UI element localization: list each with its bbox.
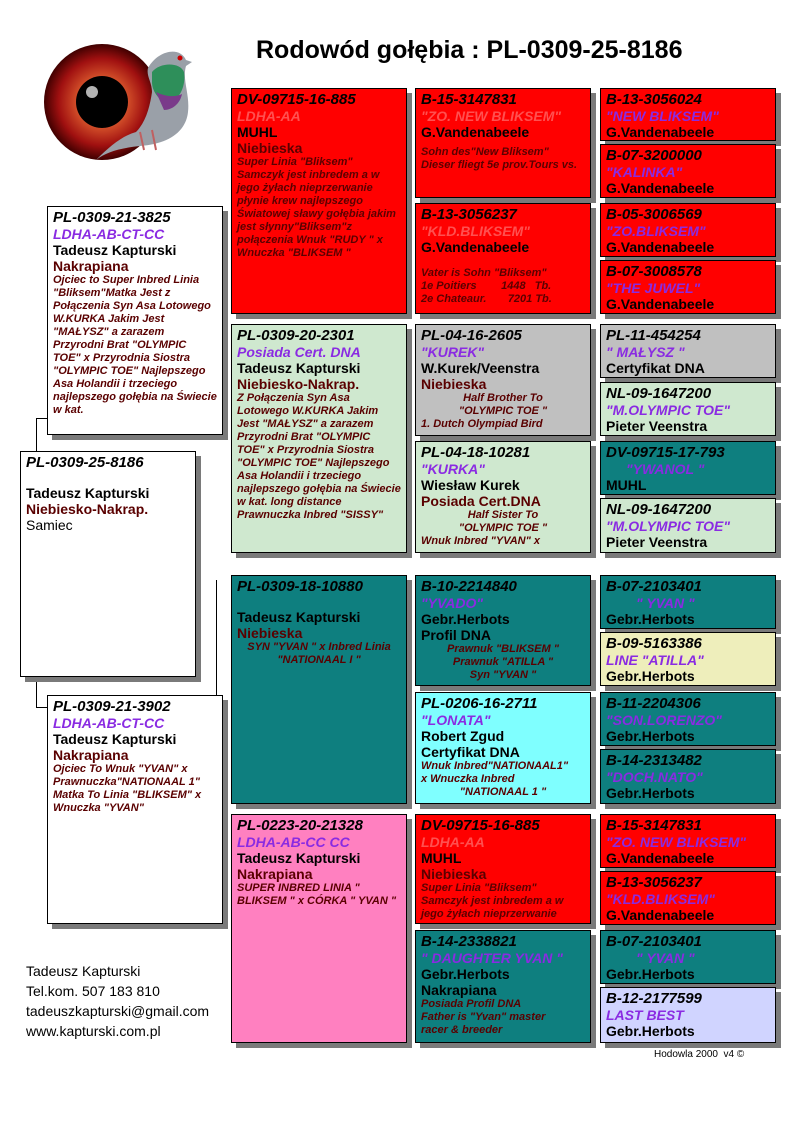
- gp4-note: SUPER INBRED LINIA " BLIKSEM " x CÓRKA " YVAN ": [237, 882, 397, 907]
- g4-owner: Pieter Veenstra: [606, 534, 708, 550]
- ggp4-name: "KURKA": [421, 461, 485, 477]
- g4-ring: NL-09-1647200: [606, 385, 712, 402]
- main-color: Niebiesko-Nakrap.: [26, 501, 149, 517]
- mother-note: Ojciec To Wnuk "YVAN" x Prawnuczka"NATIONAAL 1" Matka To Linia "BLIKSEM" x Wnuczka "YVAN": [53, 763, 202, 814]
- connector-line: [36, 677, 37, 707]
- g4-name: "KLD.BLIKSEM": [606, 891, 715, 907]
- gp3-box[interactable]: [231, 575, 407, 804]
- g4-box-6[interactable]: [600, 382, 776, 436]
- ggp3-owner: W.Kurek/Veenstra: [421, 360, 540, 376]
- father-owner: Tadeusz Kapturski: [53, 242, 177, 258]
- main-sex: Samiec: [26, 517, 73, 533]
- main-ring: PL-0309-25-8186: [26, 454, 144, 471]
- g4-ring: B-15-3147831: [606, 817, 702, 834]
- g4-owner: Certyfikat DNA: [606, 360, 705, 376]
- father-box[interactable]: [47, 206, 223, 435]
- g4-owner: G.Vandenabeele: [606, 180, 715, 196]
- g4-name: "ZO.BLIKSEM": [606, 223, 706, 239]
- ggp8-note1: Posiada Profil DNA: [421, 998, 522, 1010]
- gp2-owner: Tadeusz Kapturski: [237, 360, 361, 376]
- g4-box-13[interactable]: [600, 814, 776, 868]
- main-bird-box[interactable]: [20, 451, 196, 677]
- g4-owner: G.Vandenabeele: [606, 850, 715, 866]
- contact-block: [26, 961, 209, 1041]
- g4-name: LINE "ATILLA": [606, 652, 704, 668]
- g4-box-2[interactable]: [600, 144, 776, 198]
- ggp8-name: " DAUGHTER YVAN ": [421, 950, 563, 966]
- contact-name: Tadeusz Kapturski: [26, 963, 141, 979]
- mother-color: Nakrapiana: [53, 747, 129, 763]
- g4-name: "M.OLYMPIC TOE": [606, 402, 730, 418]
- ggp4-extra: Posiada Cert.DNA: [421, 493, 541, 509]
- ggp8-color: Nakrapiana: [421, 982, 497, 998]
- g4-ring: B-07-2103401: [606, 933, 702, 950]
- contact-phone: Tel.kom. 507 183 810: [26, 983, 160, 999]
- g4-box-15[interactable]: [600, 930, 776, 984]
- gp2-note: Z Połączenia Syn Asa Lotowego W.KURKA Jakim Jest "MAŁYSZ" a zarazem Przyrodni Brat "OLYMPIC TOE" x Przyrodnia Siostra "OLYMPIC TOE" Najlepszego Asa Holandii i trzeciego najlepszego gołębia na Świecie w kat. long distance Prawnuczka Inbred "SISSY": [237, 392, 401, 521]
- ggp8-box[interactable]: [415, 930, 591, 1043]
- ggp7-note3: jego żyłach nieprzerwanie: [421, 908, 557, 920]
- father-ring: PL-0309-21-3825: [53, 209, 171, 226]
- gp1-name: LDHA-AA: [237, 108, 301, 124]
- ggp2-name: "KLD.BLIKSEM": [421, 223, 530, 239]
- connector-line: [36, 418, 37, 452]
- ggp7-owner: MUHL: [421, 850, 462, 866]
- g4-box-10[interactable]: [600, 632, 776, 686]
- gp2-ring: PL-0309-20-2301: [237, 327, 355, 344]
- ggp3-color: Niebieska: [421, 376, 487, 392]
- mother-ring: PL-0309-21-3902: [53, 698, 171, 715]
- ggp4-ring: PL-04-18-10281: [421, 444, 531, 461]
- gp2-color: Niebiesko-Nakrap.: [237, 376, 360, 392]
- ggp2-note3: 2e Chateaur. 7201 Tb.: [421, 293, 552, 305]
- g4-name: "YWANOL ": [626, 461, 705, 477]
- g4-name: " YVAN ": [636, 950, 695, 966]
- ggp4-note1: Half Sister To: [467, 509, 539, 521]
- g4-box-11[interactable]: [600, 692, 776, 746]
- g4-name: "M.OLYMPIC TOE": [606, 518, 730, 534]
- ggp2-ring: B-13-3056237: [421, 206, 517, 223]
- g4-box-9[interactable]: [600, 575, 776, 629]
- g4-box-14[interactable]: [600, 871, 776, 925]
- ggp6-ring: PL-0206-16-2711: [421, 695, 538, 712]
- g4-name: LAST BEST: [606, 1007, 684, 1023]
- ggp7-note2: Samczyk jest inbredem a w: [421, 895, 564, 907]
- g4-box-8[interactable]: [600, 498, 776, 553]
- main-owner: Tadeusz Kapturski: [26, 485, 150, 501]
- g4-box-7[interactable]: [600, 441, 776, 495]
- g4-name: " MAŁYSZ ": [606, 344, 685, 360]
- gp3-ring: PL-0309-18-10880: [237, 578, 363, 595]
- gp4-ring: PL-0223-20-21328: [237, 817, 363, 834]
- gp3-color: Niebieska: [237, 625, 303, 641]
- gp3-note: SYN "YVAN " x Inbred Linia "NATIONAAL I ": [247, 641, 391, 666]
- g4-owner: Pieter Veenstra: [606, 418, 708, 434]
- g4-box-12[interactable]: [600, 749, 776, 804]
- ggp3-box[interactable]: [415, 324, 591, 436]
- ggp8-note3: racer & breeder: [421, 1024, 503, 1036]
- g4-ring: B-13-3056237: [606, 874, 702, 891]
- g4-owner: Gebr.Herbots: [606, 668, 695, 684]
- software-credit: Hodowla 2000 v4 ©: [654, 1049, 745, 1060]
- gp2-name: Posiada Cert. DNA: [237, 344, 361, 360]
- g4-name: "NEW BLIKSEM": [606, 108, 719, 124]
- ggp7-box[interactable]: [415, 814, 591, 924]
- g4-owner: Gebr.Herbots: [606, 1023, 695, 1039]
- ggp4-note2: "OLYMPIC TOE ": [458, 522, 548, 534]
- ggp4-note3: Wnuk Inbred "YVAN" x: [421, 535, 541, 547]
- g4-ring: B-09-5163386: [606, 635, 702, 652]
- g4-ring: PL-11-454254: [606, 327, 701, 344]
- g4-name: "KALINKA": [606, 164, 683, 180]
- gp1-note: Super Linia "Bliksem" Samczyk jest inbredem a w jego żyłach nieprzerwanie płynie krew najlepszego Światowej sławy gołębia jakim jest słynny"Bliksem"z połączenia Wnuk "RUDY " x Wnuczka "BLIKSEM ": [237, 156, 396, 259]
- g4-owner: Gebr.Herbots: [606, 785, 695, 801]
- g4-ring: B-07-3008578: [606, 263, 702, 280]
- gp4-color: Nakrapiana: [237, 866, 313, 882]
- ggp1-box[interactable]: [415, 88, 591, 198]
- ggp3-note1: Half Brother To: [463, 392, 543, 404]
- father-note: Ojciec to Super Inbred Linia "Bliksem"Matka Jest z Połączenia Syn Asa Lotowego W.KURKA Jakim Jest "MAŁYSZ" a zarazem Przyrodni Brat "OLYMPIC TOE" x Przyrodnia Siostra "OLYMPIC TOE" Najlepszego Asa Holandii i trzeciego najlepszego gołębia na Świecie w kat.: [53, 274, 217, 416]
- ggp6-extra: Certyfikat DNA: [421, 744, 520, 760]
- ggp8-owner: Gebr.Herbots: [421, 966, 510, 982]
- ggp3-ring: PL-04-16-2605: [421, 327, 522, 344]
- contact-website[interactable]: www.kapturski.com.pl: [26, 1023, 161, 1039]
- g4-ring: B-07-3200000: [606, 147, 702, 164]
- mother-box[interactable]: [47, 695, 223, 924]
- mother-owner: Tadeusz Kapturski: [53, 731, 177, 747]
- ggp1-ring: B-15-3147831: [421, 91, 517, 108]
- ggp5-owner: Gebr.Herbots: [421, 611, 510, 627]
- father-color: Nakrapiana: [53, 258, 129, 274]
- gp2-box[interactable]: [231, 324, 407, 553]
- ggp2-note2: 1e Poitiers 1448 Tb.: [421, 280, 552, 292]
- g4-name: " YVAN ": [636, 595, 695, 611]
- g4-ring: DV-09715-17-793: [606, 444, 725, 461]
- ggp5-note1: Prawnuk "BLIKSEM ": [447, 643, 559, 655]
- mother-name: LDHA-AB-CT-CC: [53, 715, 165, 731]
- ggp8-note2: Father is "Yvan" master: [421, 1011, 546, 1023]
- contact-email[interactable]: tadeuszkapturski@gmail.com: [26, 1003, 210, 1019]
- ggp4-box[interactable]: [415, 441, 591, 553]
- g4-owner: MUHL: [606, 477, 647, 493]
- ggp6-note2: x Wnuczka Inbred: [421, 773, 515, 785]
- g4-owner: G.Vandenabeele: [606, 239, 715, 255]
- g4-name: "ZO. NEW BLIKSEM": [606, 834, 747, 850]
- g4-ring: B-07-2103401: [606, 578, 702, 595]
- ggp1-owner: G.Vandenabeele: [421, 124, 530, 140]
- ggp4-owner: Wiesław Kurek: [421, 477, 520, 493]
- ggp7-note1: Super Linia "Bliksem": [421, 882, 537, 894]
- ggp1-name: "ZO. NEW BLIKSEM": [421, 108, 562, 124]
- ggp5-name: "YVADO": [421, 595, 484, 611]
- gp1-ring: DV-09715-16-885: [237, 91, 356, 108]
- gp3-owner: Tadeusz Kapturski: [237, 609, 361, 625]
- g4-owner: G.Vandenabeele: [606, 296, 715, 312]
- ggp6-name: "LONATA": [421, 712, 491, 728]
- gp4-box[interactable]: [231, 814, 407, 1043]
- g4-ring: B-13-3056024: [606, 91, 702, 108]
- g4-name: "THE JUWEL": [606, 280, 701, 296]
- g4-name: "SON.LORENZO": [606, 712, 722, 728]
- gp1-box[interactable]: [231, 88, 407, 314]
- ggp2-box[interactable]: [415, 203, 591, 314]
- ggp6-note1: Wnuk Inbred"NATIONAAL1": [421, 760, 569, 772]
- ggp5-note3: Syn "YVAN ": [469, 669, 537, 681]
- ggp7-ring: DV-09715-16-885: [421, 817, 540, 834]
- ggp3-note2: "OLYMPIC TOE ": [458, 405, 548, 417]
- g4-owner: Gebr.Herbots: [606, 611, 695, 627]
- ggp6-owner: Robert Zgud: [421, 728, 505, 744]
- ggp5-box[interactable]: [415, 575, 591, 686]
- g4-owner: Gebr.Herbots: [606, 728, 695, 744]
- g4-name: "DOCH.NATO": [606, 769, 703, 785]
- g4-owner: G.Vandenabeele: [606, 124, 715, 140]
- ggp6-box[interactable]: [415, 692, 591, 804]
- ggp3-note3: 1. Dutch Olympiad Bird: [421, 418, 543, 430]
- g4-ring: B-12-2177599: [606, 990, 702, 1007]
- gp1-owner: MUHL: [237, 124, 278, 140]
- g4-owner: Gebr.Herbots: [606, 966, 695, 982]
- ggp3-name: "KUREK": [421, 344, 485, 360]
- ggp5-extra: Profil DNA: [421, 627, 491, 643]
- ggp5-ring: B-10-2214840: [421, 578, 517, 595]
- g4-box-1[interactable]: [600, 88, 776, 141]
- g4-ring: B-11-2204306: [606, 695, 701, 712]
- gp4-owner: Tadeusz Kapturski: [237, 850, 361, 866]
- ggp7-name: LDHA-AA: [421, 834, 485, 850]
- ggp7-color: Niebieska: [421, 866, 487, 882]
- g4-box-4[interactable]: [600, 260, 776, 314]
- g4-box-3[interactable]: [600, 203, 776, 257]
- ggp2-owner: G.Vandenabeele: [421, 239, 530, 255]
- g4-ring: B-05-3006569: [606, 206, 702, 223]
- g4-box-5[interactable]: [600, 324, 776, 378]
- ggp5-note2: Prawnuk "ATILLA ": [452, 656, 554, 668]
- g4-ring: B-14-2313482: [606, 752, 702, 769]
- ggp1-note: Sohn des"New Bliksem" Dieser fliegt 5e prov.Tours vs.: [421, 146, 578, 171]
- g4-ring: NL-09-1647200: [606, 501, 712, 518]
- father-name: LDHA-AB-CT-CC: [53, 226, 165, 242]
- g4-box-16[interactable]: [600, 987, 776, 1043]
- gp4-name: LDHA-AB-CC CC: [237, 834, 350, 850]
- gp1-color: Niebieska: [237, 140, 303, 156]
- g4-owner: G.Vandenabeele: [606, 907, 715, 923]
- page-title: Rodowód gołębia : PL-0309-25-8186: [256, 36, 683, 64]
- ggp8-ring: B-14-2338821: [421, 933, 517, 950]
- ggp6-note3: "NATIONAAL 1 ": [459, 786, 547, 798]
- pigeon-logo: [40, 32, 200, 172]
- ggp2-note1: Vater is Sohn "Bliksem": [421, 267, 547, 279]
